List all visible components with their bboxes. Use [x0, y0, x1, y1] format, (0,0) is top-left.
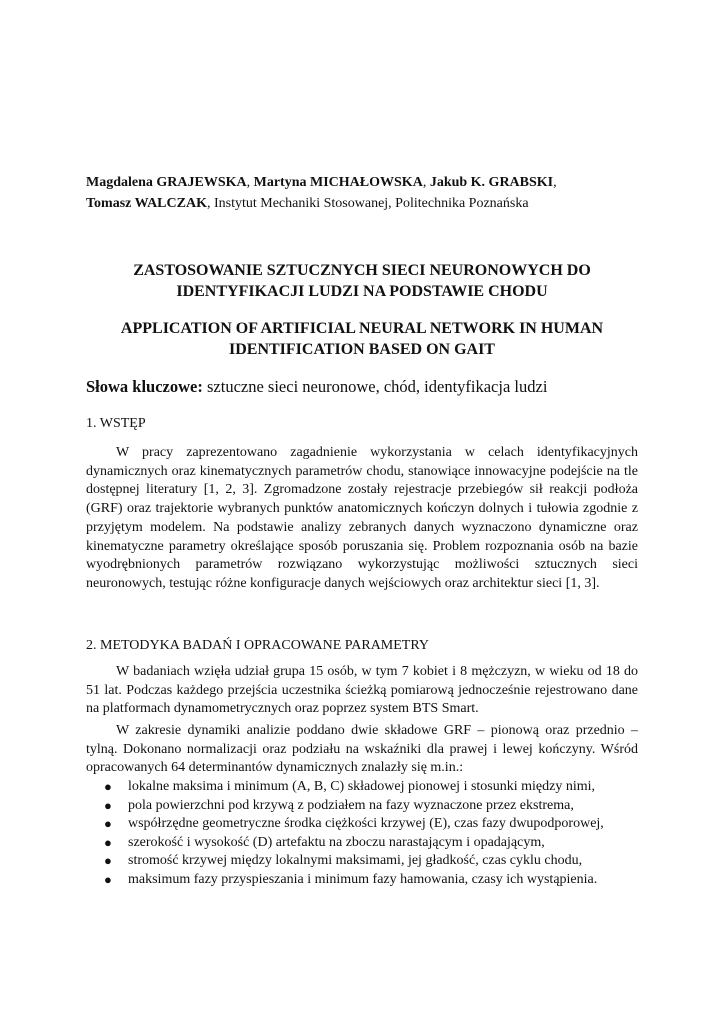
parameter-list — [100, 778, 640, 890]
author-separator: , — [422, 175, 430, 190]
section-2-paragraph-2: W zakresie dynamiki analizie poddano dwie składowe GRF – pionową oraz przednio – tylną. Dokonano normalizacji oraz podziału na wskaźniki dla prawej i lewej kończyny. Wśród opracowanych 64 determinantów dynamicznych znalazły się m.in.: — [86, 723, 638, 776]
section-1-paragraph: W pracy zaprezentowano zagadnienie wykorzystania w celach identyfikacyjnych dynamicznych oraz kinematycznych parametrów chodu, stanowiące innowacyjne podejście na tle dostępnej literatury [1, 2, 3]. Zgromadzone zostały rejestracje przebiegów sił reakcji podłoża (GRF) oraz trajektorie wybranych punktów anatomicznych kończyn dolnych i tułowia zgodnie z przyjętym modelem. Na podstawie analizy zebranych danych wyznaczono dynamiczne oraz kinematyczne parametry określające sposób poruszania się. Problem rozpoznania osób na bazie wyodrębnionych parametrów rozwiązano wykorzystując możliwości sztucznych sieci neuronowych, testując różne konfiguracje danych wejściowych oraz architektur sieci [1, 3]. — [86, 445, 638, 591]
author-separator: , — [246, 175, 254, 190]
author-first-name: Martyna — [253, 175, 311, 190]
affiliation: , Instytut Mechaniki Stosowanej, Politechnika Poznańska — [206, 196, 529, 211]
bullet-icon: ● — [104, 779, 112, 794]
author-separator: , — [553, 175, 557, 190]
list-item-text: lokalne maksima i minimum (A, B, C) składowej pionowej i stosunki między nimi, — [128, 779, 596, 794]
bullet-icon: ● — [104, 797, 112, 813]
section-1-heading: 1. WSTĘP — [86, 416, 146, 431]
keywords-text: sztuczne sieci neuronowe, chód, identyfikacja ludzi — [202, 377, 548, 396]
list-item-text: stromość krzywej między lokalnymi maksimami, jej gładkość, czas cyklu chodu, — [128, 853, 583, 869]
keywords-label: Słowa kluczowe: — [86, 377, 203, 396]
list-item-text: współrzędne geometryczne środka ciężkości krzywej (E), czas fazy dwupodporowej, — [128, 816, 604, 832]
bullet-icon: ● — [104, 816, 112, 832]
author-block — [86, 172, 646, 214]
paper-title-english: APPLICATION OF ARTIFICIAL NEURAL NETWORK IN HUMAN IDENTIFICATION BASED ON GAIT — [120, 320, 604, 358]
list-item — [100, 871, 640, 890]
list-item — [100, 815, 640, 834]
section-2-heading: 2. METODYKA BADAŃ I OPRACOWANE PARAMETRY — [86, 638, 430, 653]
author-first-name: Tomasz — [86, 196, 135, 211]
author-line-1 — [86, 172, 646, 193]
author-last-name: GRAJEWSKA — [156, 175, 247, 190]
bullet-icon: ● — [104, 853, 112, 869]
list-item-text: pola powierzchni pod krzywą z podziałem na fazy wyznaczone przez ekstrema, — [128, 797, 574, 813]
list-item-text: maksimum fazy przyspieszania i minimum fazy hamowania, czasy ich wystąpienia. — [128, 871, 598, 887]
author-last-name: MICHAŁOWSKA — [310, 175, 423, 190]
author-last-name: WALCZAK — [134, 196, 207, 211]
list-item — [100, 778, 640, 797]
author-line-2 — [86, 193, 646, 214]
list-item-text: szerokość i wysokość (D) artefaktu na zboczu narastającym i opadającym, — [128, 834, 545, 850]
author-name: Jakub K. GRABSKI — [429, 175, 554, 190]
author-first-name: Magdalena — [86, 175, 157, 190]
keywords — [86, 376, 646, 398]
paper-title-polish: ZASTOSOWANIE SZTUCZNYCH SIECI NEURONOWYCH DO IDENTYFIKACJI LUDZI NA PODSTAWIE CHODU — [133, 262, 591, 300]
bullet-icon: ● — [104, 871, 112, 887]
list-item — [100, 797, 640, 816]
list-item — [100, 834, 640, 853]
list-item — [100, 852, 640, 871]
section-2-paragraph-1: W badaniach wzięła udział grupa 15 osób, w tym 7 kobiet i 8 mężczyzn, w wieku od 18 do 51 lat. Podczas każdego przejścia uczestnika ścieżką pomiarową jednocześnie rejestrowano dane na platformach dynamometrycznych oraz poprzez system BTS Smart. — [86, 664, 638, 717]
bullet-icon: ● — [104, 834, 112, 850]
